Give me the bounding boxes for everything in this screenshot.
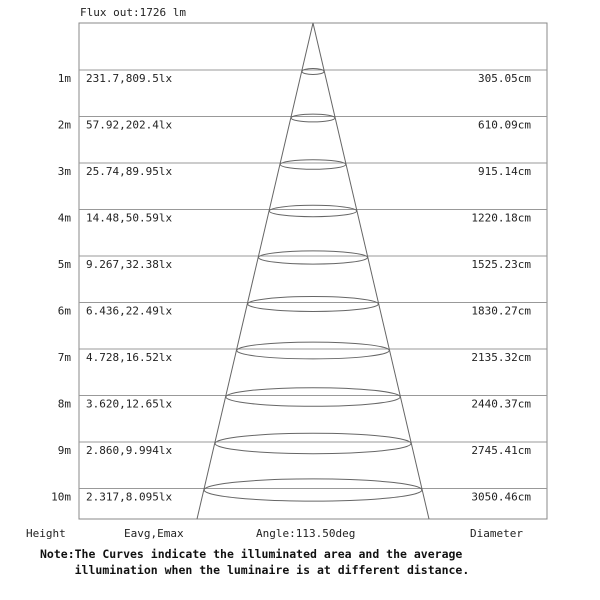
footnote: [40, 546, 600, 578]
row-height-label: 2m: [57, 118, 71, 132]
row-height-label: 5m: [57, 258, 71, 271]
row-diameter: 305.05cm: [478, 72, 531, 85]
illumination-ellipse: [291, 114, 335, 122]
row-illuminance: 3.620,12.65lx: [86, 397, 173, 411]
row-illuminance: 4.728,16.52lx: [86, 351, 173, 364]
row-diameter: 2440.37cm: [471, 397, 531, 411]
row-diameter: 610.09cm: [478, 118, 531, 132]
row-diameter: 3050.46cm: [471, 490, 531, 504]
row-diameter: 1830.27cm: [471, 304, 531, 318]
diameter-column-label: Diameter: [470, 527, 523, 540]
row-illuminance: 57.92,202.4lx: [86, 118, 173, 132]
row-illuminance: 2.317,8.095lx: [86, 490, 173, 504]
illumination-ellipse: [248, 297, 379, 312]
beam-angle-label: Angle:113.50deg: [256, 527, 356, 540]
row-diameter: 1220.18cm: [471, 211, 531, 225]
row-height-label: 1m: [57, 72, 71, 85]
eavg-column-label: Eavg,Emax: [124, 527, 184, 540]
illumination-ellipse: [204, 479, 422, 501]
note-line-2: illumination when the luminaire is at different distance.: [74, 563, 470, 577]
row-diameter: 2745.41cm: [471, 444, 531, 457]
row-diameter: 2135.32cm: [471, 351, 531, 364]
illumination-ellipse: [302, 69, 324, 75]
beam-edge-left: [197, 23, 313, 519]
illumination-ellipse: [280, 160, 345, 170]
row-illuminance: 6.436,22.49lx: [86, 304, 173, 318]
row-height-label: 3m: [57, 165, 71, 178]
illumination-ellipse: [226, 388, 400, 407]
row-illuminance: 14.48,50.59lx: [86, 211, 173, 225]
row-illuminance: 25.74,89.95lx: [86, 165, 173, 178]
row-height-label: 8m: [57, 397, 71, 411]
row-illuminance: 231.7,809.5lx: [86, 72, 173, 85]
row-grid: [79, 70, 547, 489]
row-height-label: 7m: [57, 351, 71, 364]
row-diameter: 915.14cm: [478, 165, 531, 178]
beam-edge-right: [313, 23, 429, 519]
note-line-1: The Curves indicate the illuminated area and the average: [74, 547, 463, 561]
row-height-label: 9m: [57, 444, 71, 457]
flux-label: Flux out:1726 lm: [80, 6, 186, 19]
illumination-ellipse: [269, 205, 356, 216]
illumination-ellipse: [259, 251, 368, 264]
beam-cone: [197, 23, 429, 519]
note-prefix: Note:: [40, 547, 75, 561]
illumination-ellipse: [215, 433, 411, 453]
row-illuminance: 9.267,32.38lx: [86, 258, 173, 271]
illumination-ellipse: [237, 342, 389, 359]
row-diameter: 1525.23cm: [471, 258, 531, 271]
row-illuminance: 2.860,9.994lx: [86, 444, 173, 457]
row-labels: [51, 72, 531, 504]
row-height-label: 10m: [51, 490, 71, 504]
row-height-label: 6m: [57, 304, 71, 318]
height-column-label: Height: [26, 527, 66, 540]
row-height-label: 4m: [57, 211, 71, 225]
